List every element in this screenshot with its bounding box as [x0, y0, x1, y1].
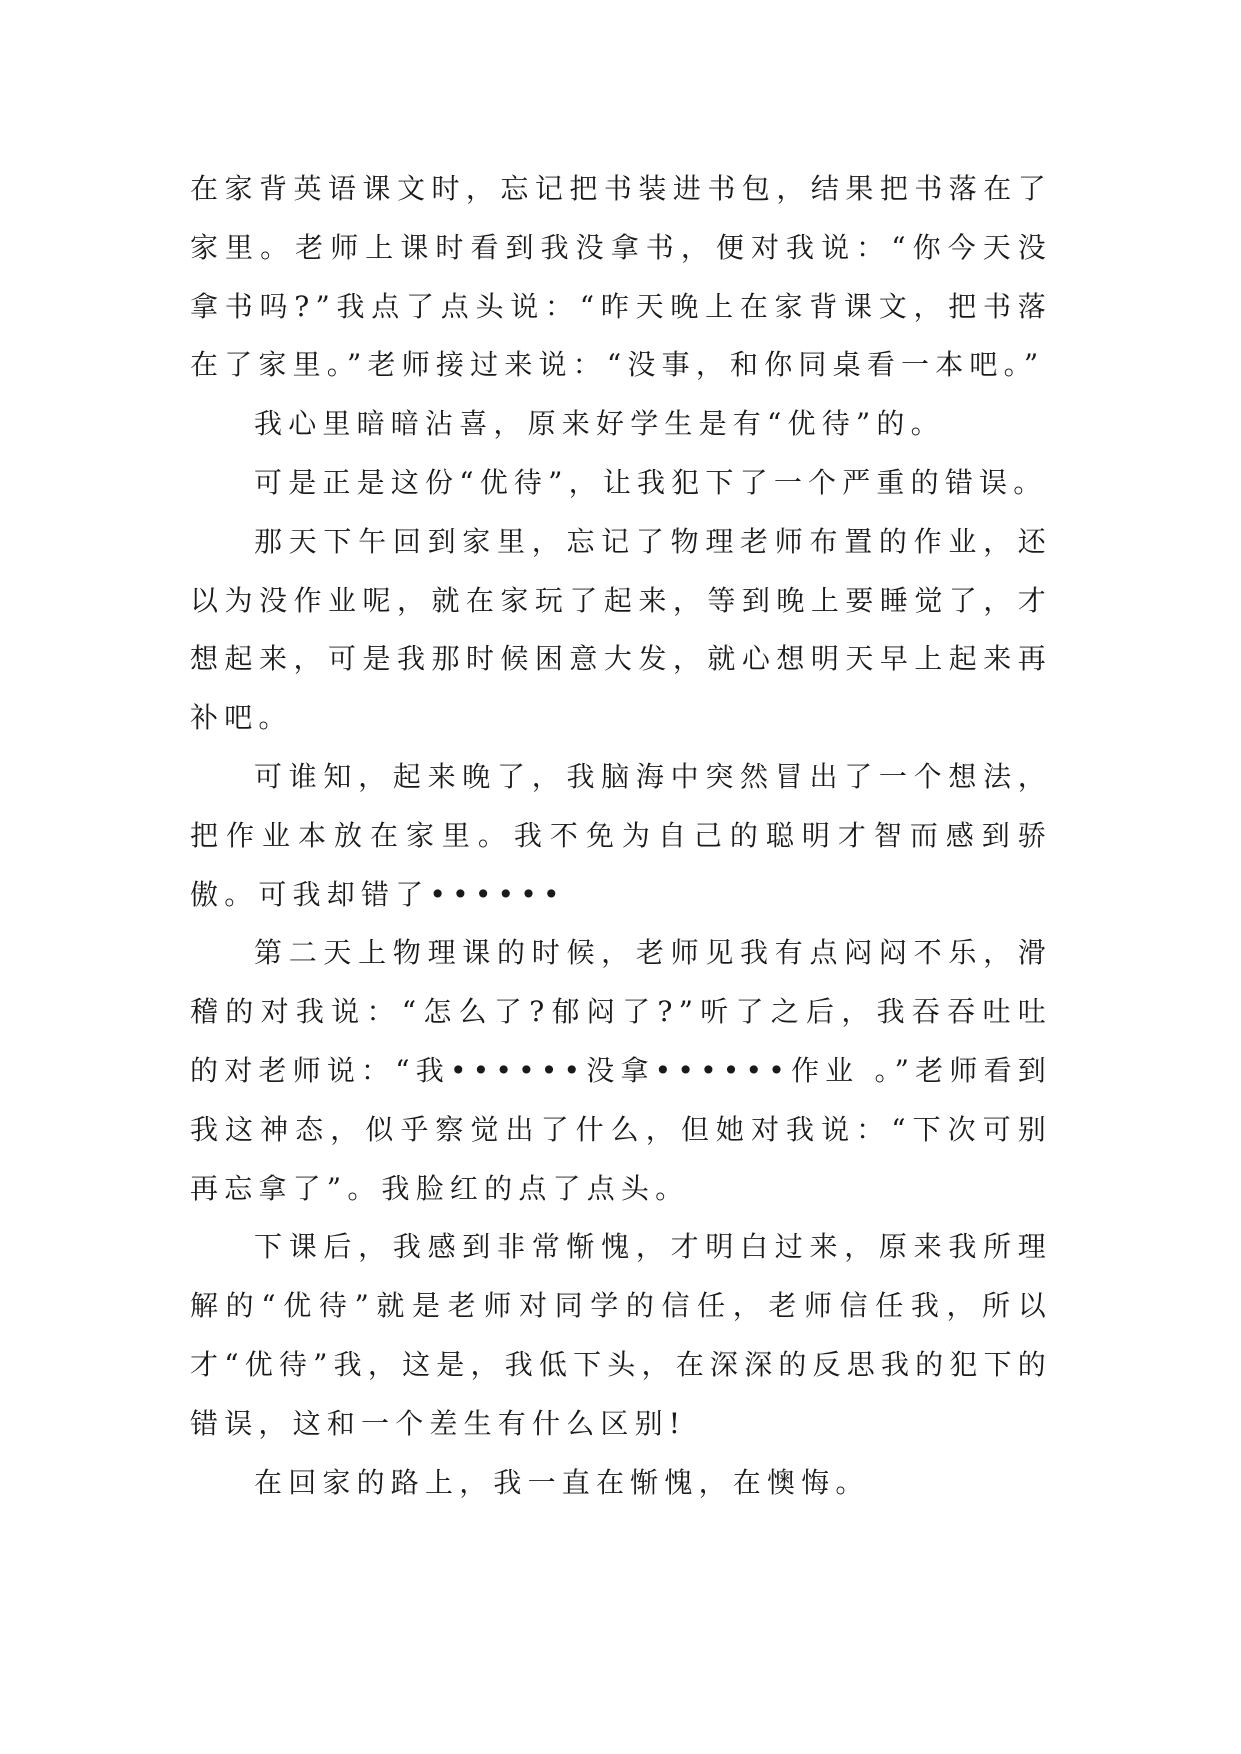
paragraph-4: 那天下午回到家里，忘记了物理老师布置的作业，还以为没作业呢，就在家玩了起来，等到晚上要睡觉了，才想起来，可是我那时候困意大发，就心想明天早上起来再补吧。 — [190, 524, 1052, 735]
paragraph-5: 可谁知，起来晚了，我脑海中突然冒出了一个想法，把作业本放在家里。我不免为自己的聪明才智而感到骄傲。可我却错了•••••• — [190, 759, 1052, 911]
paragraph-6: 第二天上物理课的时候，老师见我有点闷闷不乐，滑稽的对我说：“怎么了?郁闷了?”听了之后，我吞吞吐吐的对老师说：“我••••••没拿••••••作业 。”老师看到我这神态，似乎察觉出了什么，但她对我说：“下次可别再忘拿了”。我脸红的点了点头。 — [190, 936, 1052, 1205]
paragraph-2: 我心里暗暗沾喜，原来好学生是有“优待”的。 — [254, 407, 945, 441]
paragraph-7: 下课后，我感到非常惭愧，才明白过来，原来我所理解的“优待”就是老师对同学的信任，老师信任我，所以才“优待”我，这是，我低下头，在深深的反思我的犯下的错误，这和一个差生有什么区别! — [190, 1230, 1052, 1440]
paragraph-8: 在回家的路上，我一直在惭愧，在懊悔。 — [254, 1465, 870, 1499]
paragraph-3: 可是正是这份“优待”，让我犯下了一个严重的错误。 — [254, 465, 1048, 499]
paragraph-1: 在家背英语课文时，忘记把书装进书包，结果把书落在了家里。老师上课时看到我没拿书，便对我说：“你今天没拿书吗?”我点了点头说：“昨天晚上在家背课文，把书落在了家里。”老师接过来说：“没事，和你同桌看一本吧。” — [190, 172, 1052, 382]
document-page — [190, 160, 1052, 1512]
